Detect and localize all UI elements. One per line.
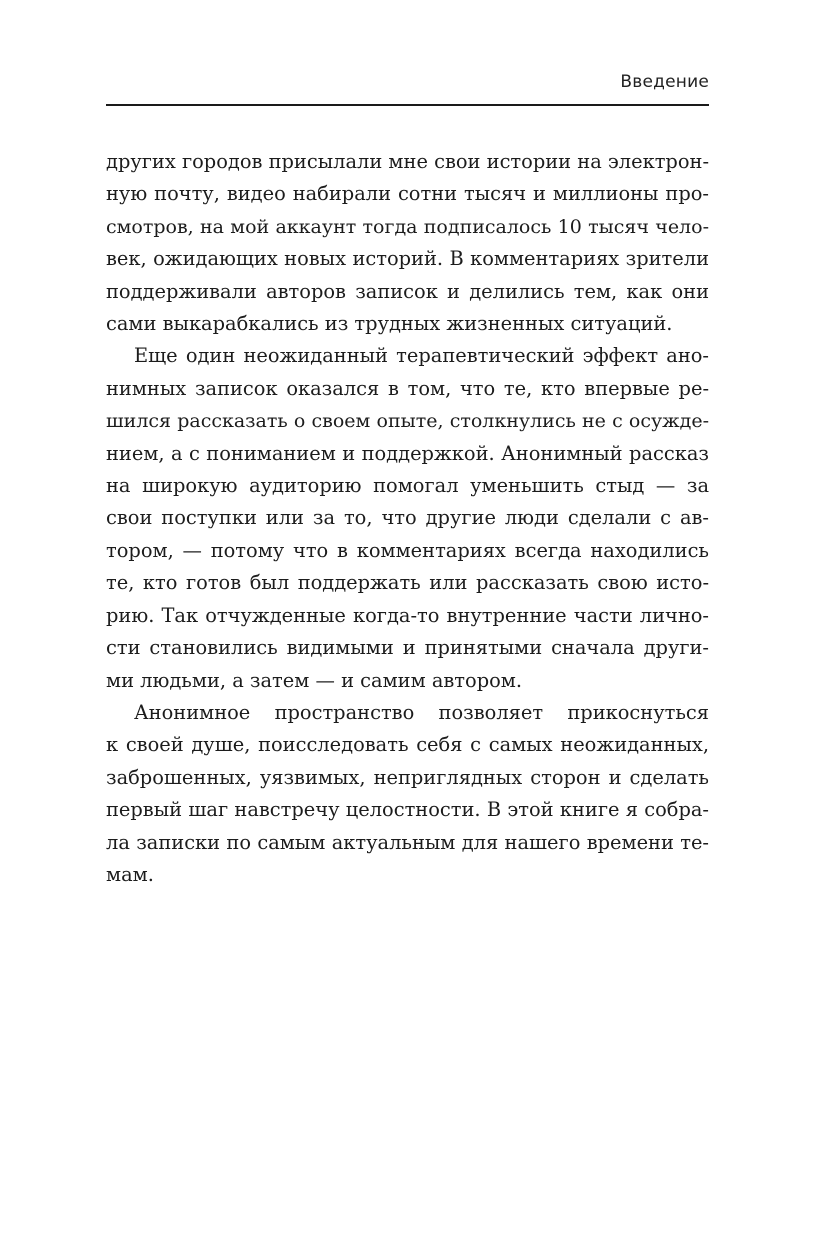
body-text [106, 146, 709, 891]
text-line: других городов присылали мне свои истории на электрон- [106, 150, 709, 173]
text-line: ла записки по самым актуальным для нашего времени те- [106, 830, 709, 854]
text-line: к своей душе, поисследовать себя с самых неожиданных, [106, 733, 709, 757]
text-line: ную почту, видео набирали сотни тысяч и миллионы про- [106, 182, 709, 206]
text-line: Еще один неожиданный терапевтический эффект ано- [134, 344, 709, 368]
paragraph-1 [106, 146, 709, 340]
text-line: тором, — потому что в комментариях всегда находились [106, 538, 709, 562]
text-line: ми людьми, а затем — и самим автором. [106, 668, 523, 692]
paragraph-2 [106, 340, 709, 696]
text-line: первый шаг навстречу целостности. В этой книге я собра- [106, 798, 709, 822]
text-line: те, кто готов был поддержать или рассказать свою исто- [106, 571, 709, 595]
header-rule [106, 104, 709, 106]
text-line: нимных записок оказался в том, что те, кто впервые ре- [106, 376, 709, 400]
running-head-title: Введение [620, 72, 709, 92]
paragraph-3 [106, 697, 709, 891]
text-line: сами выкарабкались из трудных жизненных ситуаций. [106, 312, 673, 336]
text-line: свои поступки или за то, что другие люди сделали с ав- [106, 506, 709, 530]
text-line: рию. Так отчужденные когда-то внутренние части лично- [106, 603, 709, 627]
text-line: сти становились видимыми и принятыми сначала други- [106, 636, 709, 660]
text-line: смотров, на мой аккаунт тогда подписалось 10 тысяч чело- [106, 215, 709, 238]
text-line: нием, а с пониманием и поддержкой. Анонимный рассказ [106, 441, 709, 465]
text-line: мам. [106, 862, 154, 886]
text-line: век, ожидающих новых историй. В комментариях зрители [106, 247, 709, 271]
text-line: на широкую аудиторию помогал уменьшить стыд — за [106, 474, 709, 498]
text-line: заброшенных, уязвимых, неприглядных сторон и сделать [106, 765, 709, 789]
text-line: Анонимное пространство позволяет прикоснуться [134, 700, 709, 724]
text-line: поддерживали авторов записок и делились тем, как они [106, 279, 709, 303]
text-line: шился рассказать о своем опыте, столкнулись не с осужде- [106, 410, 709, 433]
